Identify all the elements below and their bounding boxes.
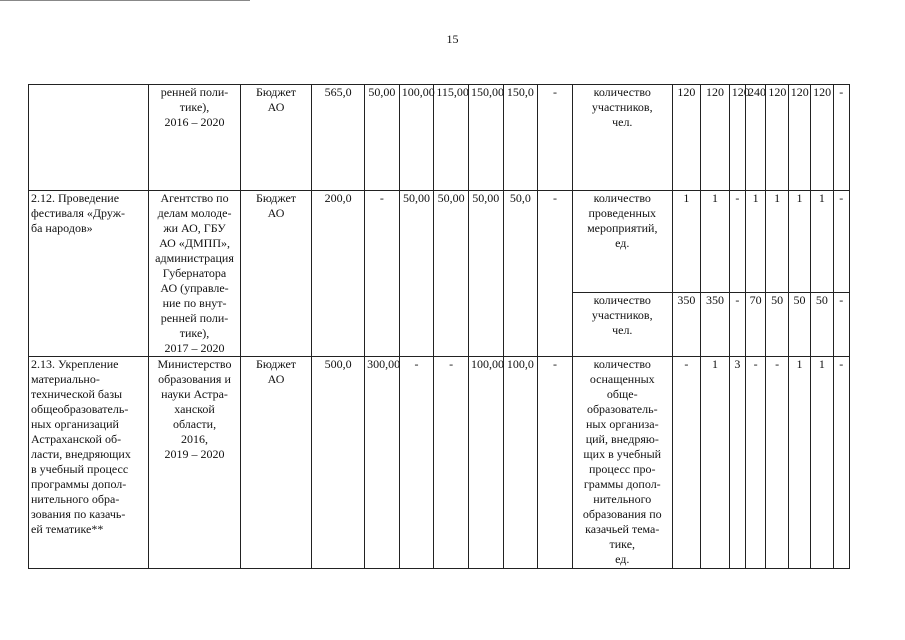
indicator-value: - <box>833 293 849 357</box>
table-row <box>29 357 850 569</box>
funding-cell: - <box>434 357 469 569</box>
indicator-value: - <box>672 357 701 569</box>
source-cell: Бюджет АО <box>240 85 311 191</box>
funding-cell: 150,0 <box>503 85 538 191</box>
indicator-value: - <box>833 85 849 191</box>
indicator-value: 50 <box>766 293 788 357</box>
indicator-value: 240 <box>746 85 766 191</box>
funding-cell: 50,00 <box>399 191 434 357</box>
indicator-name: количество проведенных мероприятий, ед. <box>572 191 672 293</box>
indicator-name: количество участников, чел. <box>572 293 672 357</box>
measure-cell <box>29 85 149 191</box>
indicator-value: 50 <box>811 293 833 357</box>
indicator-value: - <box>729 293 745 357</box>
funding-cell: 50,00 <box>365 85 400 191</box>
indicator-value: 1 <box>788 191 810 293</box>
source-cell: Бюджет АО <box>240 191 311 357</box>
indicator-value: 50 <box>788 293 810 357</box>
funding-cell: - <box>538 191 573 357</box>
indicator-value: 1 <box>672 191 701 293</box>
funding-cell: 50,00 <box>468 191 503 357</box>
funding-cell: - <box>399 357 434 569</box>
executor-cell: ренней поли- тике), 2016 – 2020 <box>149 85 241 191</box>
indicator-value: 1 <box>811 191 833 293</box>
table-row <box>29 85 850 191</box>
funding-total: 200,0 <box>312 191 365 357</box>
funding-cell: 115,00 <box>434 85 469 191</box>
executor-cell: Агентство по делам молоде- жи АО, ГБУ АО «ДМПП», администрация Губернатора АО (управле- ние по внут- ренней поли- тике), 2017 – 2020 <box>149 191 241 357</box>
indicator-value: - <box>746 357 766 569</box>
funding-cell: 50,00 <box>434 191 469 357</box>
indicator-name: количество оснащенных обще- образователь- ных организа- ций, внедряю- щих в учебный процесс про- граммы допол- нительного образования по казачьей тема- тике, ед. <box>572 357 672 569</box>
funding-cell: - <box>365 191 400 357</box>
indicator-value: 1 <box>811 357 833 569</box>
funding-cell: - <box>538 85 573 191</box>
indicator-value: - <box>729 191 745 293</box>
funding-cell: 100,00 <box>468 357 503 569</box>
indicator-value: - <box>833 357 849 569</box>
funding-total: 565,0 <box>312 85 365 191</box>
indicator-value: 120 <box>766 85 788 191</box>
funding-cell: - <box>538 357 573 569</box>
indicator-value: 120 <box>672 85 701 191</box>
measure-cell: 2.12. Проведение фестиваля «Друж- ба народов» <box>29 191 149 357</box>
source-cell: Бюджет АО <box>240 357 311 569</box>
funding-cell: 150,00 <box>468 85 503 191</box>
executor-cell: Министерство образования и науки Астра- ханской области, 2016, 2019 – 2020 <box>149 357 241 569</box>
indicator-value: 1 <box>701 357 730 569</box>
funding-cell: 300,00 <box>365 357 400 569</box>
indicator-name: количество участников, чел. <box>572 85 672 191</box>
header-rule <box>0 0 250 1</box>
funding-total: 500,0 <box>312 357 365 569</box>
funding-cell: 100,0 <box>503 357 538 569</box>
indicator-value: 70 <box>746 293 766 357</box>
indicator-value: - <box>833 191 849 293</box>
indicator-value: 3 <box>729 357 745 569</box>
funding-cell: 100,00 <box>399 85 434 191</box>
table-row <box>29 191 850 293</box>
indicator-value: 350 <box>701 293 730 357</box>
program-table <box>28 84 850 569</box>
measure-cell: 2.13. Укрепление материально- технической базы общеобразователь- ных организаций Астраханской об- ласти, внедряющих в учебный процесс программы допол- нительного обра- зования по казачь- ей тематике** <box>29 357 149 569</box>
indicator-value: 1 <box>701 191 730 293</box>
indicator-value: - <box>766 357 788 569</box>
indicator-value: 120 <box>701 85 730 191</box>
indicator-value: 1 <box>746 191 766 293</box>
indicator-value: 120 <box>729 85 745 191</box>
indicator-value: 120 <box>811 85 833 191</box>
indicator-value: 1 <box>788 357 810 569</box>
funding-cell: 50,0 <box>503 191 538 357</box>
indicator-value: 1 <box>766 191 788 293</box>
indicator-value: 120 <box>788 85 810 191</box>
page-number: 15 <box>446 32 459 46</box>
indicator-value: 350 <box>672 293 701 357</box>
